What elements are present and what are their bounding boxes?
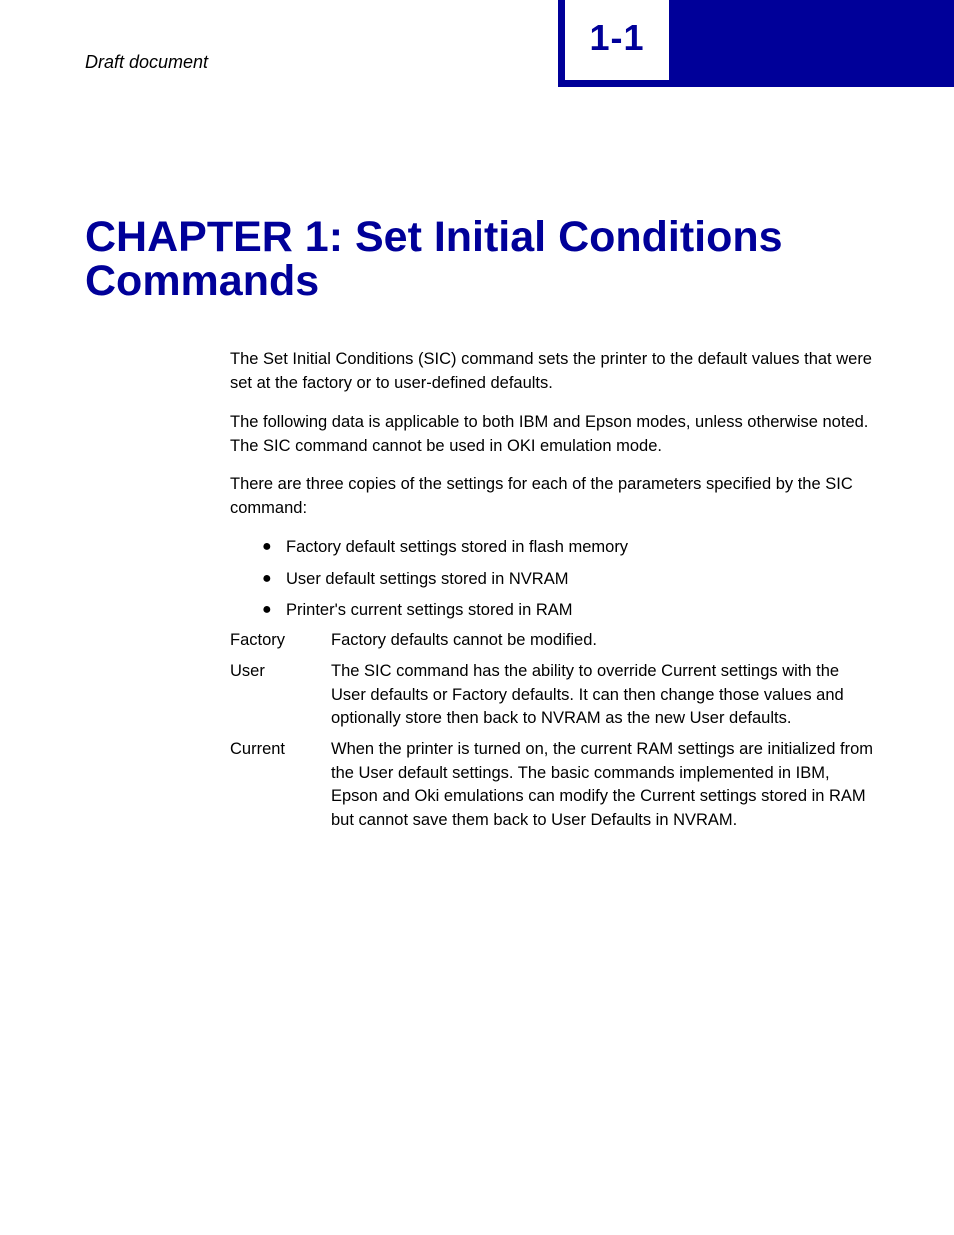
list-item-text: Factory default settings stored in flash memory (286, 538, 629, 556)
definition-term-factory: Factory (230, 631, 286, 649)
intro-paragraph: The Set Initial Conditions (SIC) command sets the printer to the default values that were set at the factory or to user-defined defaults. (230, 350, 872, 392)
bullet-icon: ● (262, 601, 272, 618)
definition-description-current: When the printer is turned on, the current RAM settings are initialized from the User default settings. The basic commands implemented in IBM, Epson and Oki emulations can modify the Current settings stored in RAM but cannot save them back to User Defaults in NVRAM. (331, 740, 873, 829)
page-number-box (565, 0, 669, 80)
bullet-icon: ● (262, 538, 272, 555)
list-item (262, 536, 862, 568)
list-item (262, 599, 862, 631)
copies-paragraph: There are three copies of the settings for each of the parameters specified by the SIC command: (230, 475, 853, 517)
settings-list (262, 536, 862, 631)
list-item-text: Printer's current settings stored in RAM (286, 601, 573, 619)
definition-term-user: User (230, 662, 265, 680)
modes-paragraph: The following data is applicable to both IBM and Epson modes, unless otherwise noted. The SIC command cannot be used in OKI emulation mode. (230, 413, 869, 455)
definition-term-current: Current (230, 740, 286, 758)
page-number: 1-1 (589, 17, 645, 58)
draft-label: Draft document (85, 52, 209, 72)
chapter-title: CHAPTER 1: Set Initial Conditions Commands (85, 213, 783, 305)
list-item (262, 568, 862, 600)
definition-description-user: The SIC command has the ability to override Current settings with the User defaults or Factory defaults. It can then change those values and optionally store then back to NVRAM as the new User defaults. (331, 662, 844, 727)
bullet-icon: ● (262, 569, 272, 587)
definition-description-factory: Factory defaults cannot be modified. (331, 631, 597, 649)
list-item-text: User default settings stored in NVRAM (286, 569, 569, 588)
